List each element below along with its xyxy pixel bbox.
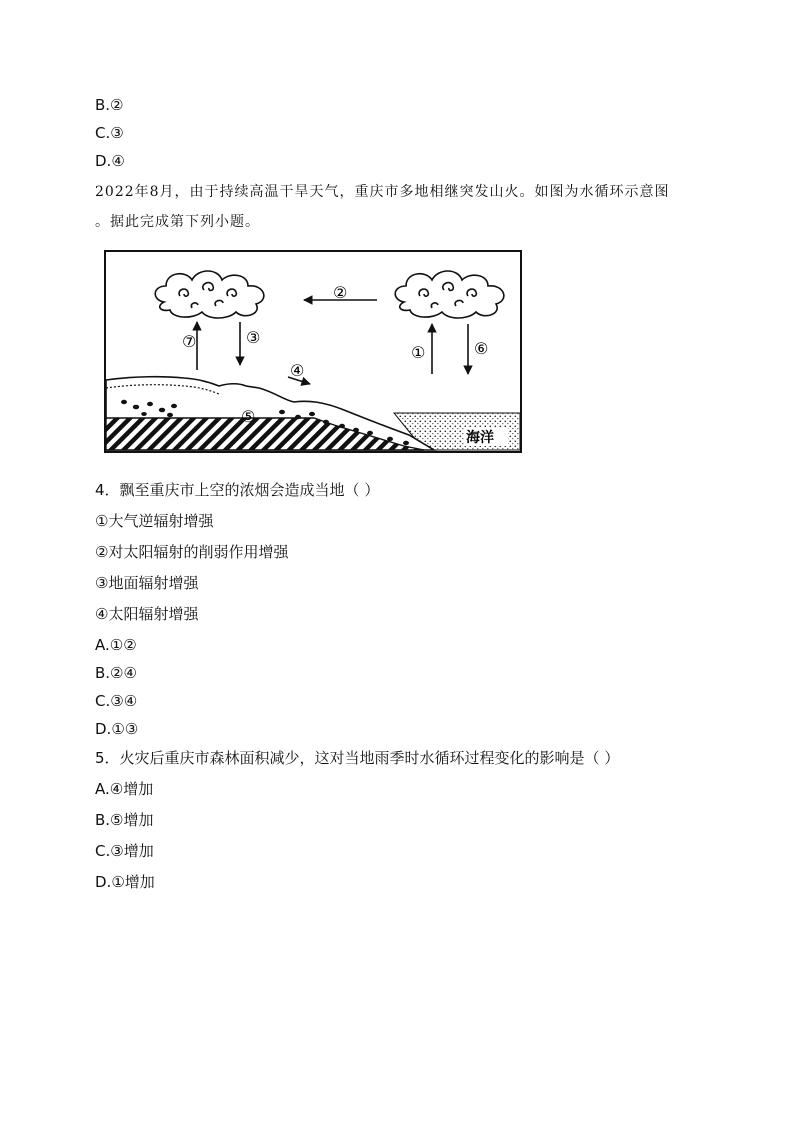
q4-option-c: C.③④: [95, 692, 138, 710]
label-6: ⑥: [474, 339, 489, 358]
prev-option-d: D.④: [95, 152, 125, 170]
water-cycle-diagram: [104, 250, 522, 453]
q4-option-a: A.①②: [95, 636, 137, 654]
q5-option-a: A.④增加: [95, 780, 154, 798]
label-2: ②: [333, 283, 348, 302]
label-3: ③: [246, 328, 261, 347]
label-1: ①: [411, 343, 426, 362]
label-5: ⑤: [241, 407, 256, 426]
q4-statement-4: ④太阳辐射增强: [95, 605, 199, 623]
q4-statement-2: ②对太阳辐射的削弱作用增强: [95, 543, 289, 561]
q4-statement-1: ①大气逆辐射增强: [95, 512, 214, 530]
q5-stem: 5．火灾后重庆市森林面积减少，这对当地雨季时水循环过程变化的影响是（ ）: [95, 749, 620, 767]
q5-option-c: C.③增加: [95, 842, 154, 860]
intro-line-2: 。据此完成第下列小题。: [95, 214, 260, 230]
prev-option-b: B.②: [95, 96, 124, 114]
q4-statement-3: ③地面辐射增强: [95, 574, 199, 592]
q5-option-d: D.①增加: [95, 873, 155, 891]
q4-stem: 4．飘至重庆市上空的浓烟会造成当地（ ）: [95, 481, 380, 499]
label-4: ④: [290, 361, 305, 380]
q4-option-b: B.②④: [95, 664, 137, 682]
intro-line-1: 2022年8月，由于持续高温干旱天气，重庆市多地相继突发山火。如图为水循环示意图: [95, 184, 670, 200]
ocean-label: 海洋: [466, 430, 494, 446]
q4-option-d: D.①③: [95, 720, 139, 738]
q5-option-b: B.⑤增加: [95, 811, 154, 829]
prev-option-c: C.③: [95, 124, 124, 142]
label-7: ⑦: [182, 332, 197, 351]
